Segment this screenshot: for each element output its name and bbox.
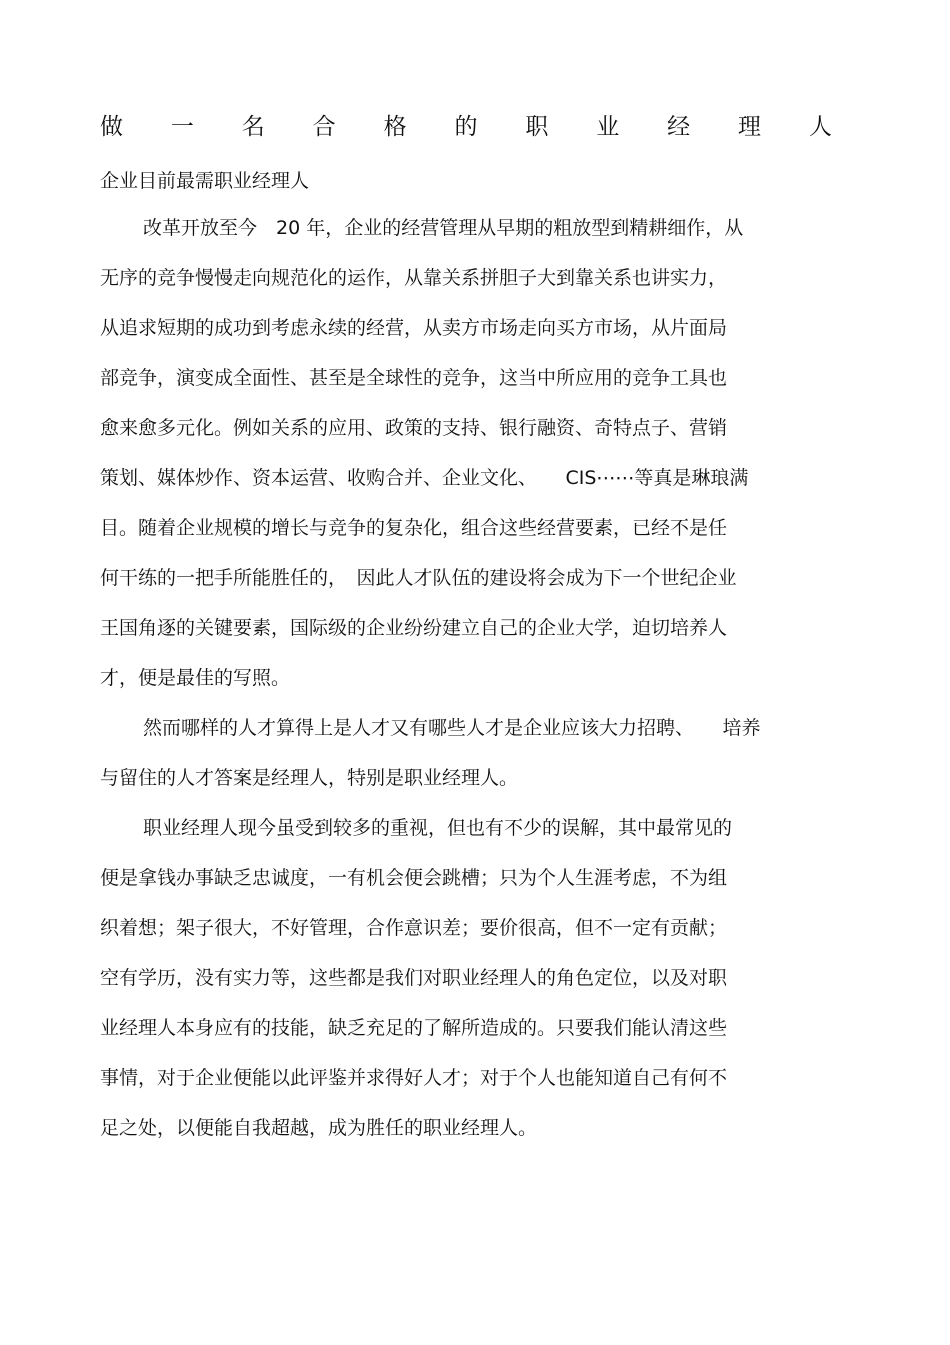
paragraph-line: 无序的竞争慢慢走向规范化的运作，从靠关系拼胆子大到靠关系也讲实力， [100, 267, 728, 289]
title-char: 职 [525, 114, 549, 140]
title-char: 的 [454, 114, 478, 140]
document-title [100, 110, 832, 144]
paragraph-line: 织着想；架子很大，不好管理，合作意识差；要价很高，但不一定有贡献； [100, 917, 728, 939]
paragraph-line: 职业经理人现今虽受到较多的重视，但也有不少的误解，其中最常见的 [143, 817, 733, 839]
title-char: 经 [667, 114, 691, 140]
paragraph-line: 与留住的人才答案是经理人，特别是职业经理人。 [100, 767, 519, 789]
paragraph-line: 足之处，以便能自我超越，成为胜任的职业经理人。 [100, 1117, 538, 1139]
paragraph-line: 王国角逐的关键要素，国际级的企业纷纷建立自己的企业大学，迫切培养人 [100, 617, 728, 639]
title-char: 一 [170, 114, 194, 140]
title-char: 格 [383, 114, 407, 140]
paragraph-line: 空有学历，没有实力等，这些都是我们对职业经理人的角色定位，以及对职 [100, 967, 728, 989]
title-char: 名 [241, 114, 265, 140]
paragraph-line: 便是拿钱办事缺乏忠诚度，一有机会便会跳槽；只为个人生涯考虑，不为组 [100, 867, 728, 889]
paragraph-line: 目。随着企业规模的增长与竞争的复杂化，组合这些经营要素，已经不是任 [100, 517, 728, 539]
section-heading: 企业目前最需职业经理人 [100, 170, 310, 192]
paragraph-line: 然而哪样的人才算得上是人才又有哪些人才是企业应该大力招聘、 培养 [143, 717, 761, 739]
title-char: 业 [596, 114, 620, 140]
paragraph-line: 策划、媒体炒作、资本运营、收购合并、企业文化、 CIS⋯⋯等真是琳琅满 [100, 467, 749, 489]
paragraph-line: 何干练的一把手所能胜任的， 因此人才队伍的建设将会成为下一个世纪企业 [100, 567, 737, 589]
paragraph-line: 才，便是最佳的写照。 [100, 667, 291, 689]
paragraph-line: 改革开放至今 20 年，企业的经营管理从早期的粗放型到精耕细作，从 [143, 217, 744, 239]
paragraph-line: 从追求短期的成功到考虑永续的经营，从卖方市场走向买方市场，从片面局 [100, 317, 728, 339]
title-char: 人 [808, 114, 832, 140]
paragraph-line: 愈来愈多元化。例如关系的应用、政策的支持、银行融资、奇特点子、营销 [100, 417, 728, 439]
paragraph-line: 部竞争，演变成全面性、甚至是全球性的竞争，这当中所应用的竞争工具也 [100, 367, 728, 389]
title-char: 做 [100, 114, 123, 140]
title-char: 合 [312, 114, 336, 140]
paragraph-line: 业经理人本身应有的技能，缺乏充足的了解所造成的。只要我们能认清这些 [100, 1017, 728, 1039]
paragraph-line: 事情，对于企业便能以此评鉴并求得好人才；对于个人也能知道自己有何不 [100, 1067, 728, 1089]
title-char: 理 [738, 114, 762, 140]
